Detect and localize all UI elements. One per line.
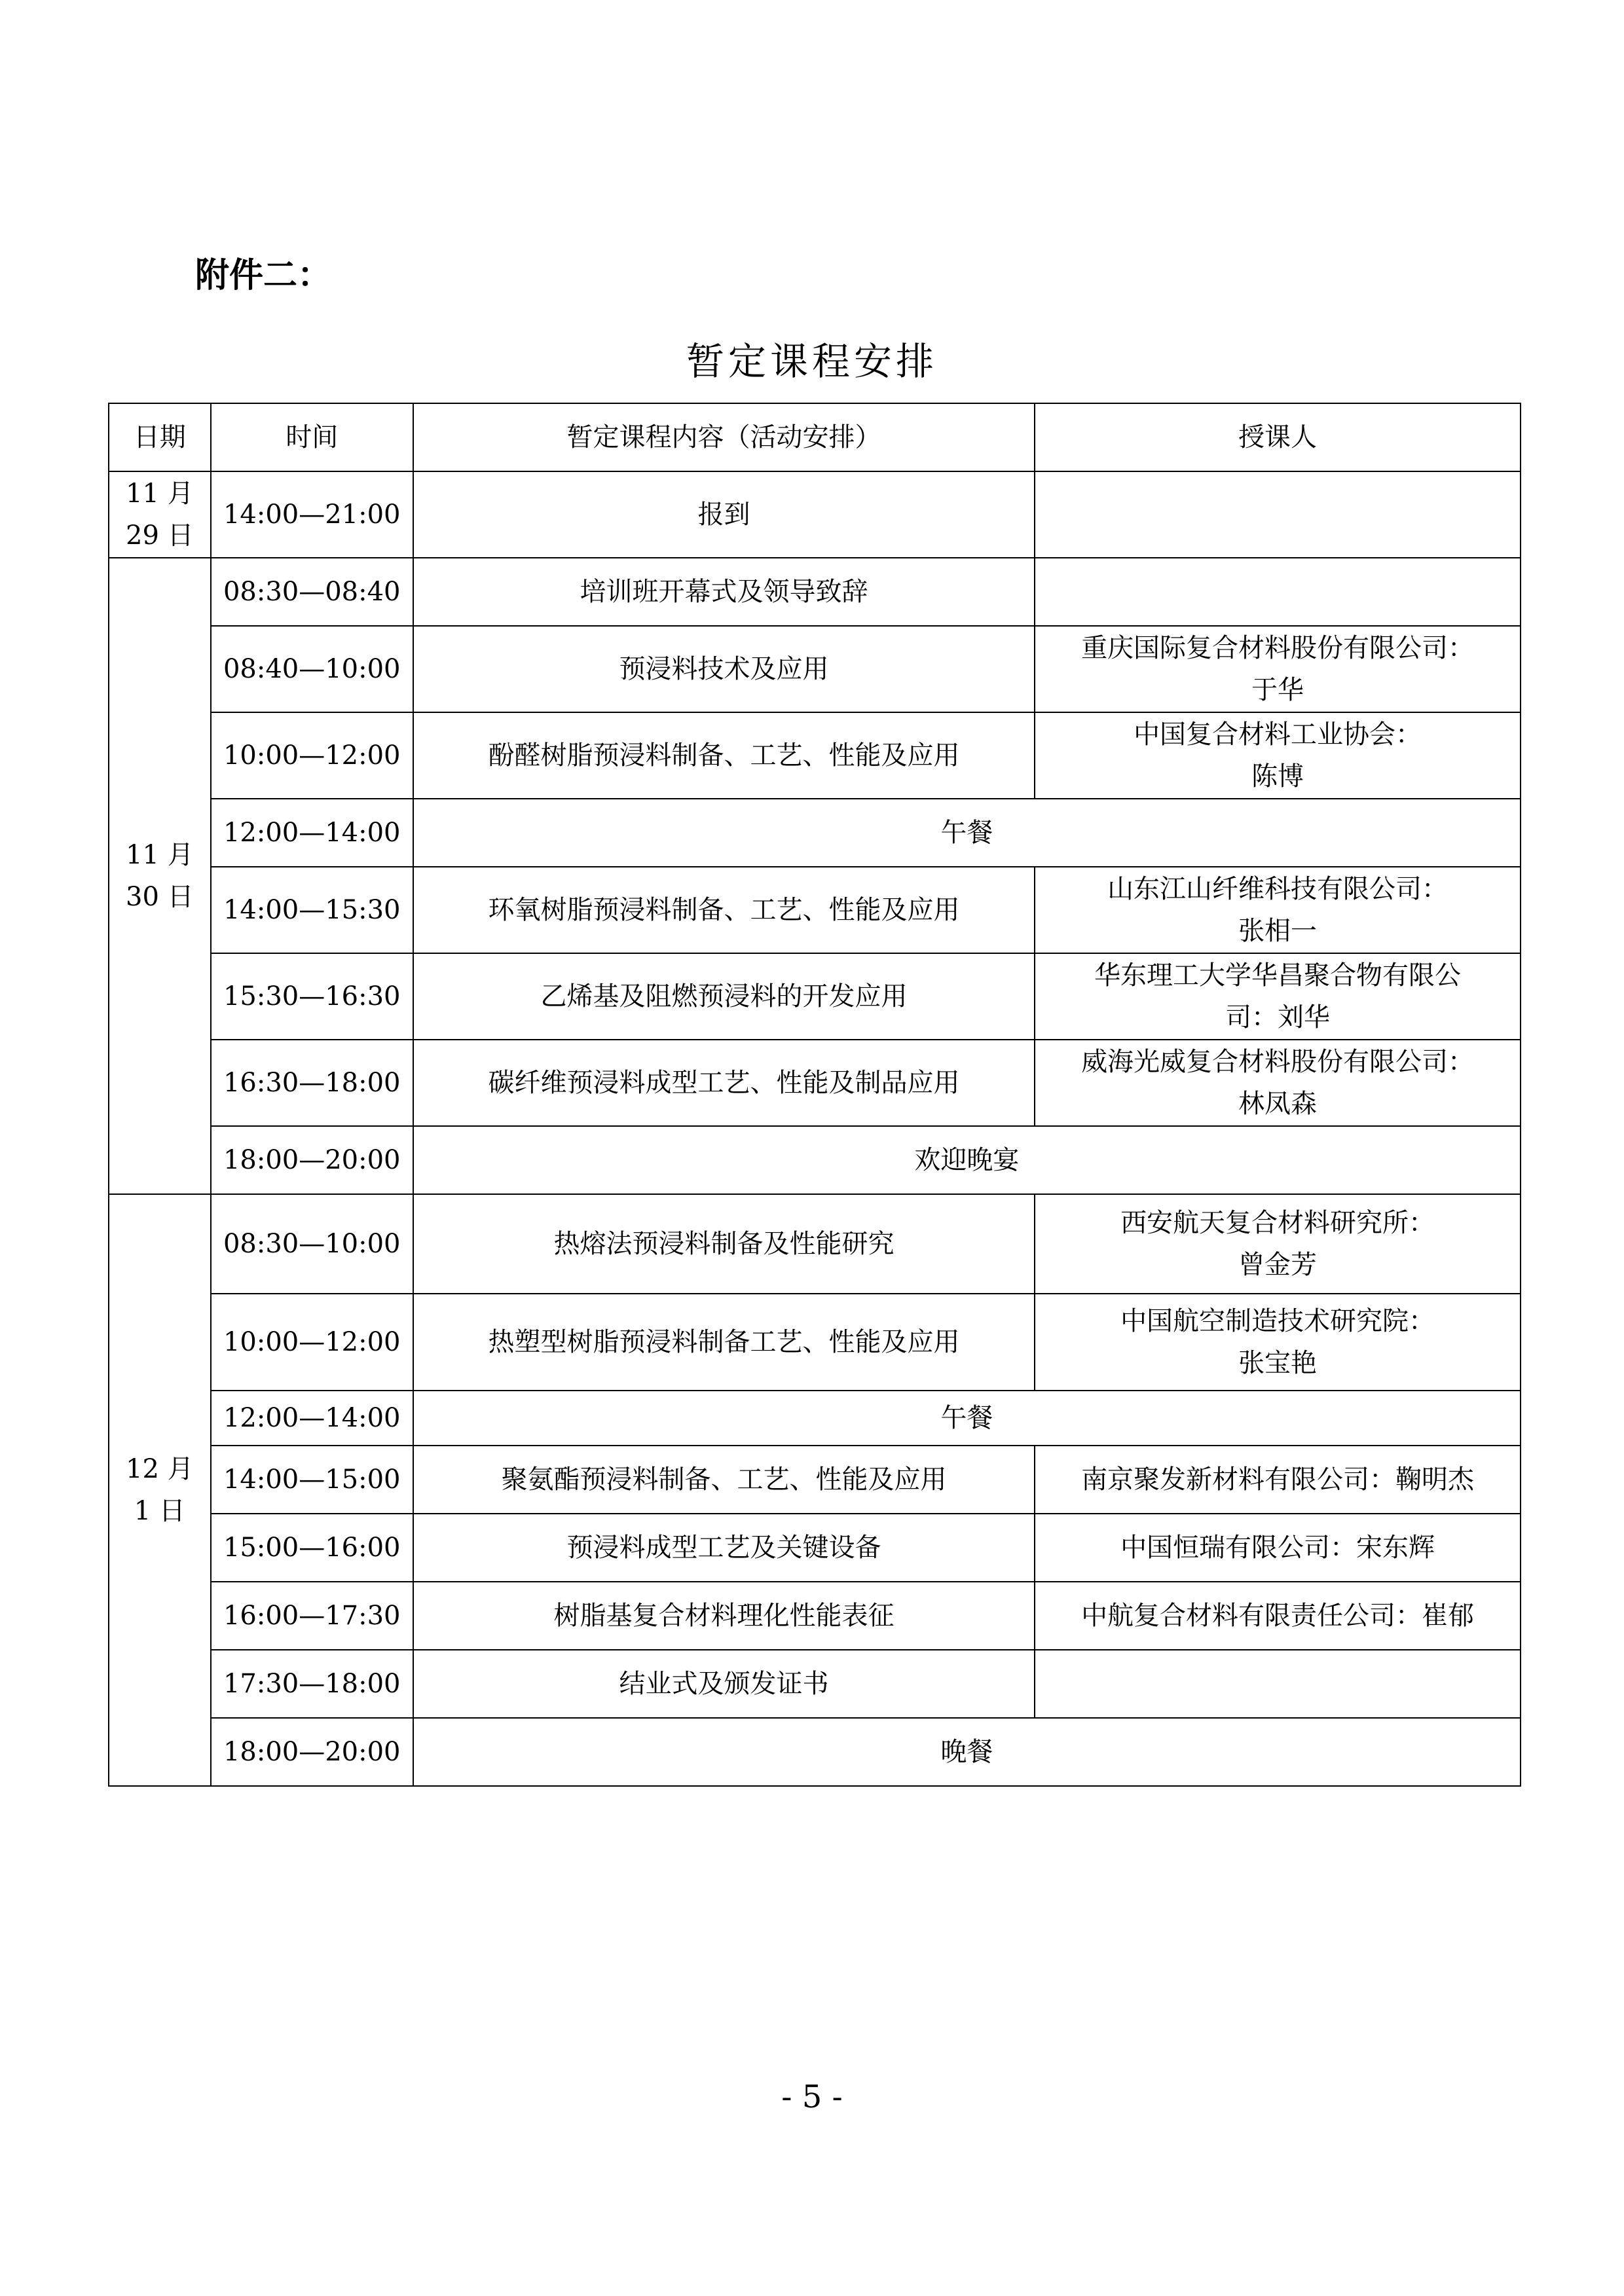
content-cell: 培训班开幕式及领导致辞 (413, 558, 1035, 626)
header-time: 时间 (211, 403, 413, 471)
content-cell: 聚氨酯预浸料制备、工艺、性能及应用 (413, 1446, 1035, 1514)
time-cell: 10:00—12:00 (211, 1294, 413, 1391)
teacher-cell: 重庆国际复合材料股份有限公司： 于华 (1035, 626, 1521, 712)
time-cell: 16:00—17:30 (211, 1582, 413, 1650)
table-row (109, 1040, 1521, 1126)
time-cell: 17:30—18:00 (211, 1650, 413, 1718)
teacher-cell (1035, 558, 1521, 626)
date-cell: 12 月 1 日 (109, 1194, 211, 1786)
table-row (109, 558, 1521, 626)
table-row (109, 626, 1521, 712)
table-row (109, 867, 1521, 953)
schedule-table (108, 403, 1521, 1787)
time-cell: 10:00—12:00 (211, 712, 413, 799)
time-cell: 12:00—14:00 (211, 799, 413, 867)
table-row (109, 1126, 1521, 1194)
date-cell: 11 月 29 日 (109, 471, 211, 558)
page-title: 暂定课程安排 (686, 339, 938, 384)
content-cell: 晚餐 (413, 1718, 1521, 1786)
content-cell: 乙烯基及阻燃预浸料的开发应用 (413, 953, 1035, 1040)
table-row (109, 1194, 1521, 1294)
header-date: 日期 (109, 403, 211, 471)
teacher-cell: 南京聚发新材料有限公司：鞠明杰 (1035, 1446, 1521, 1514)
teacher-cell: 威海光威复合材料股份有限公司： 林凤森 (1035, 1040, 1521, 1126)
time-cell: 14:00—15:00 (211, 1446, 413, 1514)
content-cell: 树脂基复合材料理化性能表征 (413, 1582, 1035, 1650)
table-row (109, 799, 1521, 867)
teacher-cell: 中航复合材料有限责任公司：崔郁 (1035, 1582, 1521, 1650)
content-cell: 酚醛树脂预浸料制备、工艺、性能及应用 (413, 712, 1035, 799)
table-row (109, 1391, 1521, 1446)
page-number: - 5 - (781, 2079, 843, 2115)
table-row (109, 1718, 1521, 1786)
time-cell: 08:30—10:00 (211, 1194, 413, 1294)
content-cell: 环氧树脂预浸料制备、工艺、性能及应用 (413, 867, 1035, 953)
time-cell: 08:30—08:40 (211, 558, 413, 626)
table-row (109, 471, 1521, 558)
teacher-cell (1035, 1650, 1521, 1718)
time-cell: 14:00—21:00 (211, 471, 413, 558)
teacher-cell: 中国复合材料工业协会： 陈博 (1035, 712, 1521, 799)
time-cell: 08:40—10:00 (211, 626, 413, 712)
teacher-cell: 中国恒瑞有限公司：宋东辉 (1035, 1514, 1521, 1582)
content-cell: 热塑型树脂预浸料制备工艺、性能及应用 (413, 1294, 1035, 1391)
content-cell: 午餐 (413, 1391, 1521, 1446)
content-cell: 报到 (413, 471, 1035, 558)
header-teacher: 授课人 (1035, 403, 1521, 471)
table-row (109, 1446, 1521, 1514)
teacher-cell: 华东理工大学华昌聚合物有限公 司：刘华 (1035, 953, 1521, 1040)
content-cell: 午餐 (413, 799, 1521, 867)
table-row (109, 1294, 1521, 1391)
teacher-cell: 中国航空制造技术研究院： 张宝艳 (1035, 1294, 1521, 1391)
time-cell: 15:00—16:00 (211, 1514, 413, 1582)
table-row (109, 1582, 1521, 1650)
content-cell: 碳纤维预浸料成型工艺、性能及制品应用 (413, 1040, 1035, 1126)
teacher-cell: 山东江山纤维科技有限公司： 张相一 (1035, 867, 1521, 953)
teacher-cell: 西安航天复合材料研究所： 曾金芳 (1035, 1194, 1521, 1294)
time-cell: 18:00—20:00 (211, 1718, 413, 1786)
content-cell: 预浸料技术及应用 (413, 626, 1035, 712)
table-header-row (109, 403, 1521, 471)
content-cell: 欢迎晚宴 (413, 1126, 1521, 1194)
time-cell: 18:00—20:00 (211, 1126, 413, 1194)
time-cell: 16:30—18:00 (211, 1040, 413, 1126)
attachment-label: 附件二： (195, 256, 332, 295)
content-cell: 结业式及颁发证书 (413, 1650, 1035, 1718)
time-cell: 14:00—15:30 (211, 867, 413, 953)
content-cell: 预浸料成型工艺及关键设备 (413, 1514, 1035, 1582)
time-cell: 12:00—14:00 (211, 1391, 413, 1446)
table-row (109, 1514, 1521, 1582)
table-row (109, 953, 1521, 1040)
content-cell: 热熔法预浸料制备及性能研究 (413, 1194, 1035, 1294)
teacher-cell (1035, 471, 1521, 558)
table-row (109, 712, 1521, 799)
date-cell: 11 月 30 日 (109, 558, 211, 1194)
time-cell: 15:30—16:30 (211, 953, 413, 1040)
table-row (109, 1650, 1521, 1718)
header-content: 暂定课程内容（活动安排） (413, 403, 1035, 471)
